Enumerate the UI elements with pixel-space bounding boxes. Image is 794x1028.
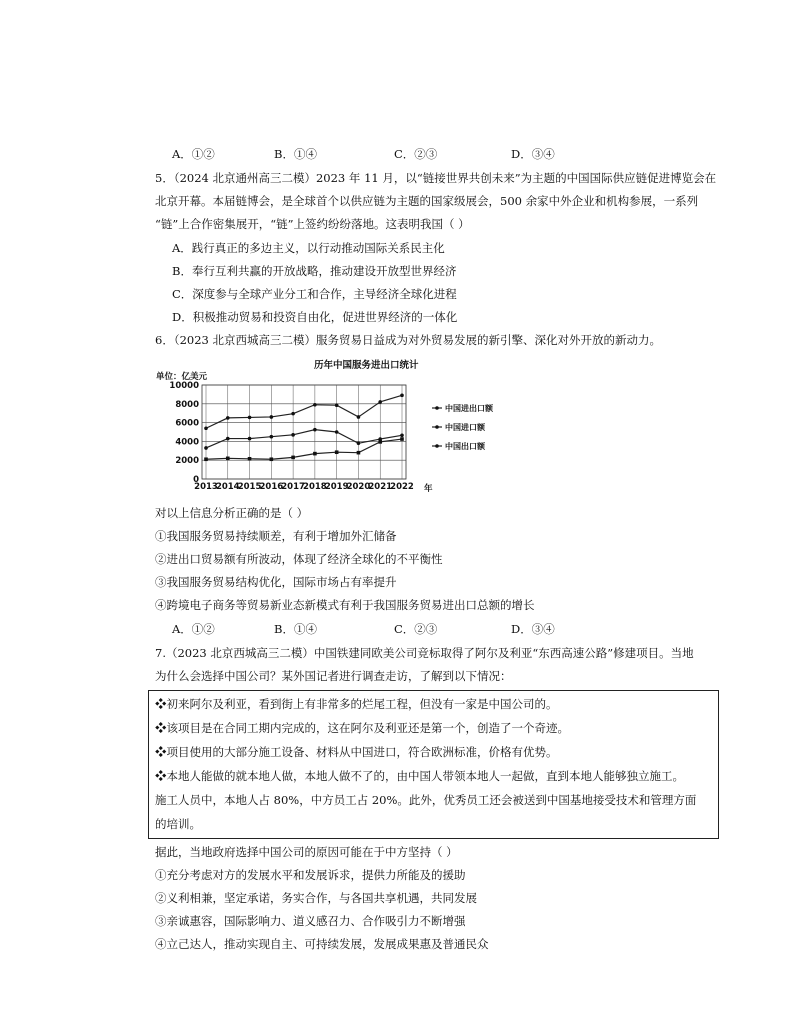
q7-item-3: ③亲诚惠容，国际影响力、道义感召力、合作吸引力不断增强: [155, 914, 466, 928]
q7-box-line-5: 施工人员中，本地人占 80%，中方员工占 20%。此外，优秀员工还会被送到中国基地接受技术和管理方面: [155, 793, 697, 807]
chart-point: [378, 400, 382, 404]
chart-point: [357, 441, 361, 445]
chart-series-line-2: [206, 439, 402, 459]
q5-stem-line-2: 北京开幕。本届链博会，是全球首个以供应链为主题的国家级展会，500 余家中外企业和机构参展，一系列: [155, 194, 699, 208]
q6-item-1: ①我国服务贸易持续顺差，有利于增加外汇储备: [155, 529, 397, 543]
q7-item-4: ④立己达人，推动实现自主、可持续发展，发展成果惠及普通民众: [155, 937, 489, 951]
chart-x-tick-label: 2019: [324, 482, 349, 492]
q7-stem-line-1: 7.（2023 北京西城高三二模）中国铁建同欧美公司竞标取得了阿尔及利亚“东西高速公路”修建项目。当地: [155, 646, 694, 660]
q7-box-line-1: ❖初来阿尔及利亚，看到街上有非常多的烂尾工程，但没有一家是中国公司的。: [155, 697, 558, 711]
chart-point: [270, 435, 274, 439]
chart-point: [335, 450, 339, 454]
chart-point: [313, 428, 317, 432]
chart-series-line-0: [206, 395, 402, 428]
chart-point: [378, 440, 382, 444]
chart-point: [226, 416, 230, 420]
chart-x-tick-label: 2018: [303, 482, 327, 492]
chart-y-tick-label: 2000: [175, 456, 199, 467]
q7-item-1: ①充分考虑对方的发展水平和发展诉求，提供力所能及的援助: [155, 868, 466, 882]
q5-option-c[interactable]: C．深度参与全球产业分工和合作，主导经济全球化进程: [172, 287, 457, 301]
q5-option-d[interactable]: D．积极推动贸易和投资自由化，促进世界经济的一体化: [172, 310, 458, 324]
q7-box-line-2: ❖该项目是在合同工期内完成的，这在阿尔及利亚还是第一个，创造了一个奇迹。: [155, 721, 569, 735]
chart-x-tick-label: 2017: [281, 482, 305, 492]
q5-option-b[interactable]: B．奉行互利共赢的开放战略，推动建设开放型世界经济: [172, 264, 457, 278]
chart-legend-marker: [435, 425, 439, 429]
q7-stem-line-2: 为什么会选择中国公司？某外国记者进行调查走访，了解到以下情况：: [155, 669, 512, 683]
chart-point: [313, 403, 317, 407]
q5-option-a[interactable]: A．践行真正的多边主义，以行动推动国际关系民主化: [172, 241, 445, 255]
chart-point: [248, 437, 252, 441]
q5-stem-line-3: “链”上合作密集展开，“链”上签约纷纷落地。这表明我国（ ）: [155, 217, 470, 231]
q6-option-b[interactable]: B．①④: [274, 622, 317, 636]
chart-y-tick-label: 0: [193, 475, 199, 485]
q7-question: 据此，当地政府选择中国公司的原因可能在于中方坚持（ ）: [155, 845, 458, 859]
chart-x-ticks: [194, 482, 414, 492]
chart-y-tick-label: 10000: [169, 381, 199, 391]
chart-y-tick-label: 6000: [175, 418, 199, 429]
q6-option-a[interactable]: A．①②: [172, 622, 215, 636]
q6-item-3: ③我国服务贸易结构优化，国际市场占有率提升: [155, 575, 397, 589]
q7-box-line-4: ❖本地人能做的就本地人做，本地人做不了的，由中国人带领本地人一起做，直到本地人能够独立施工。: [155, 769, 684, 783]
chart-y-tick-label: 8000: [175, 399, 199, 410]
q6-item-4: ④跨境电子商务等贸易新业态新模式有利于我国服务贸易进出口总额的增长: [155, 598, 535, 612]
chart-x-tick-label: 2015: [237, 482, 262, 492]
q7-box-line-6: 的培训。: [155, 817, 201, 831]
chart-title: 历年中国服务进出口统计: [314, 360, 419, 371]
chart-y-ticks: [169, 381, 199, 485]
chart-point: [270, 457, 274, 461]
chart-point: [226, 457, 230, 461]
chart-point: [270, 415, 274, 419]
q6-option-c[interactable]: C．②③: [394, 622, 438, 636]
chart-y-tick-label: 4000: [175, 437, 199, 448]
q7-info-box: [148, 690, 719, 839]
chart-point: [357, 451, 361, 455]
chart-point: [313, 452, 317, 456]
chart-point: [400, 437, 404, 441]
chart-legend: [432, 403, 494, 451]
q4-option-a[interactable]: A．①②: [172, 147, 215, 161]
chart-x-tick-label: 2021: [368, 482, 393, 492]
q5-stem-line-1: 5．（2024 北京通州高三二模）2023 年 11 月，以“链接世界共创未来”为主题的中国国际供应链促进博览会在: [155, 171, 717, 185]
chart-point: [335, 403, 339, 407]
q6-question: 对以上信息分析正确的是（ ）: [155, 506, 309, 520]
chart-point: [291, 433, 295, 437]
chart-x-tick-label: 2022: [390, 482, 414, 492]
q4-option-d[interactable]: D．③④: [511, 147, 555, 161]
chart-xlabel: 年: [424, 484, 433, 494]
chart-point: [204, 426, 208, 430]
chart-x-tick-label: 2016: [259, 482, 284, 492]
chart-point: [357, 415, 361, 419]
q6-stem: 6．（2023 北京西城高三二模）服务贸易日益成为对外贸易发展的新引擎、深化对外开放的新动力。: [155, 333, 661, 347]
chart-point: [226, 437, 230, 441]
chart-ylabel: 单位：亿美元: [156, 372, 208, 382]
chart-x-tick-label: 2020: [346, 482, 371, 492]
q4-option-b[interactable]: B．①④: [274, 147, 317, 161]
chart-legend-marker: [435, 406, 439, 410]
chart-point: [248, 416, 252, 420]
chart-legend-label: 中国进出口额: [445, 404, 493, 413]
chart-legend-label: 中国进口额: [445, 423, 485, 432]
q6-option-d[interactable]: D．③④: [511, 622, 555, 636]
chart-point: [400, 394, 404, 398]
chart-point: [204, 457, 208, 461]
service-trade-chart: [154, 354, 514, 497]
chart-point: [291, 456, 295, 460]
chart-legend-marker: [435, 444, 439, 448]
chart-legend-label: 中国出口额: [445, 442, 485, 451]
chart-point: [248, 457, 252, 461]
chart-x-tick-label: 2014: [215, 482, 240, 492]
q6-item-2: ②进出口贸易额有所波动，体现了经济全球化的不平衡性: [155, 552, 443, 566]
q7-item-2: ②义利相兼，坚定承诺，务实合作，与各国共享机遇，共同发展: [155, 891, 477, 905]
chart-point: [204, 446, 208, 450]
q7-box-line-3: ❖项目使用的大部分施工设备、材料从中国进口，符合欧洲标准，价格有优势。: [155, 745, 558, 759]
q4-option-c[interactable]: C．②③: [394, 147, 438, 161]
chart-point: [400, 433, 404, 437]
chart-x-tick-label: 2013: [194, 482, 218, 492]
chart-point: [291, 412, 295, 416]
chart-point: [335, 430, 339, 434]
